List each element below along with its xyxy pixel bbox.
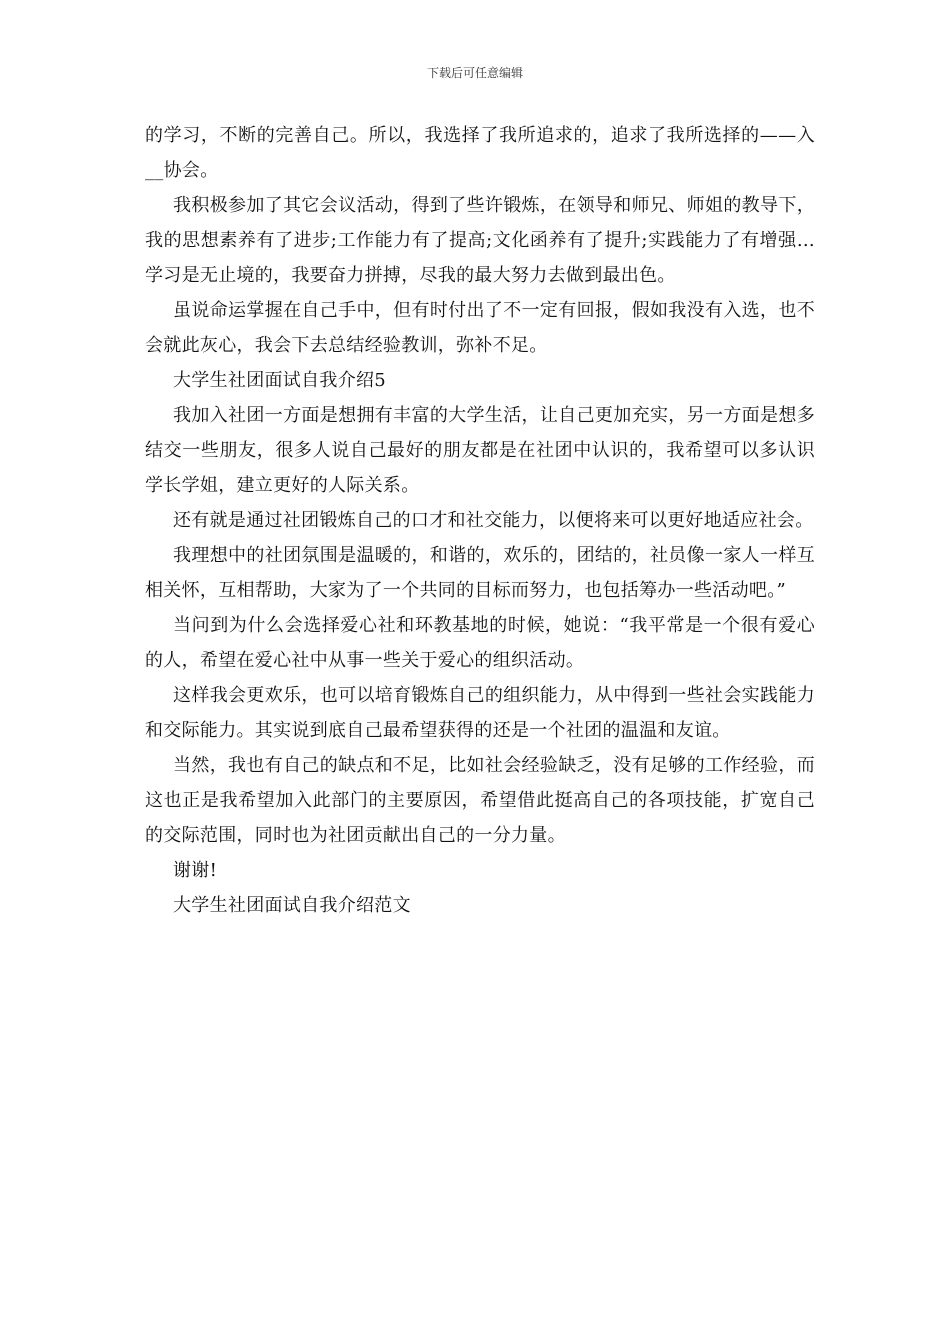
paragraph-6: 我理想中的社团氛围是温暖的，和谐的，欢乐的，团结的，社员像一家人一样互相关怀，互相帮助，大家为了一个共同的目标而努力，也包括筹办一些活动吧。” [145, 545, 815, 601]
paragraph-3: 虽说命运掌握在自己手中，但有时付出了不一定有回报，假如我没有入选，也不会就此灰心，我会下去总结经验教训，弥补不足。 [145, 300, 815, 356]
document-body [145, 118, 815, 923]
page-header: 下载后可任意编辑 [426, 66, 523, 80]
paragraph-5: 还有就是通过社团锻炼自己的口才和社交能力，以便将来可以更好地适应社会。 [173, 510, 814, 531]
section-heading-5: 大学生社团面试自我介绍5 [173, 370, 387, 391]
paragraph-1: 的学习，不断的完善自己。所以，我选择了我所追求的，追求了我所选择的——入__协会。 [145, 125, 815, 181]
paragraph-2: 我积极参加了其它会议活动，得到了些许锻炼，在领导和师兄、师姐的教导下，我的思想素养有了进步;工作能力有了提高;文化函养有了提升;实践能力了有增强…学习是无止境的，我要奋力拼搏，尽我的最大努力去做到最出色。 [145, 195, 815, 286]
paragraph-9: 当然，我也有自己的缺点和不足，比如社会经验缺乏，没有足够的工作经验，而这也正是我希望加入此部门的主要原因，希望借此挺高自己的各项技能，扩宽自己的交际范围，同时也为社团贡献出自己的一分力量。 [145, 755, 815, 846]
paragraph-4: 我加入社团一方面是想拥有丰富的大学生活，让自己更加充实，另一方面是想多结交一些朋友，很多人说自己最好的朋友都是在社团中认识的，我希望可以多认识学长学姐，建立更好的人际关系。 [145, 405, 815, 496]
paragraph-8: 这样我会更欢乐，也可以培育锻炼自己的组织能力，从中得到一些社会实践能力和交际能力。其实说到底自己最希望获得的还是一个社团的温温和友谊。 [145, 685, 815, 741]
closing-thanks: 谢谢! [173, 860, 218, 881]
paragraph-7: 当问到为什么会选择爱心社和环教基地的时候，她说：“我平常是一个很有爱心的人，希望在爱心社中从事一些关于爱心的组织活动。 [145, 615, 815, 671]
section-heading-sample: 大学生社团面试自我介绍范文 [173, 895, 411, 916]
